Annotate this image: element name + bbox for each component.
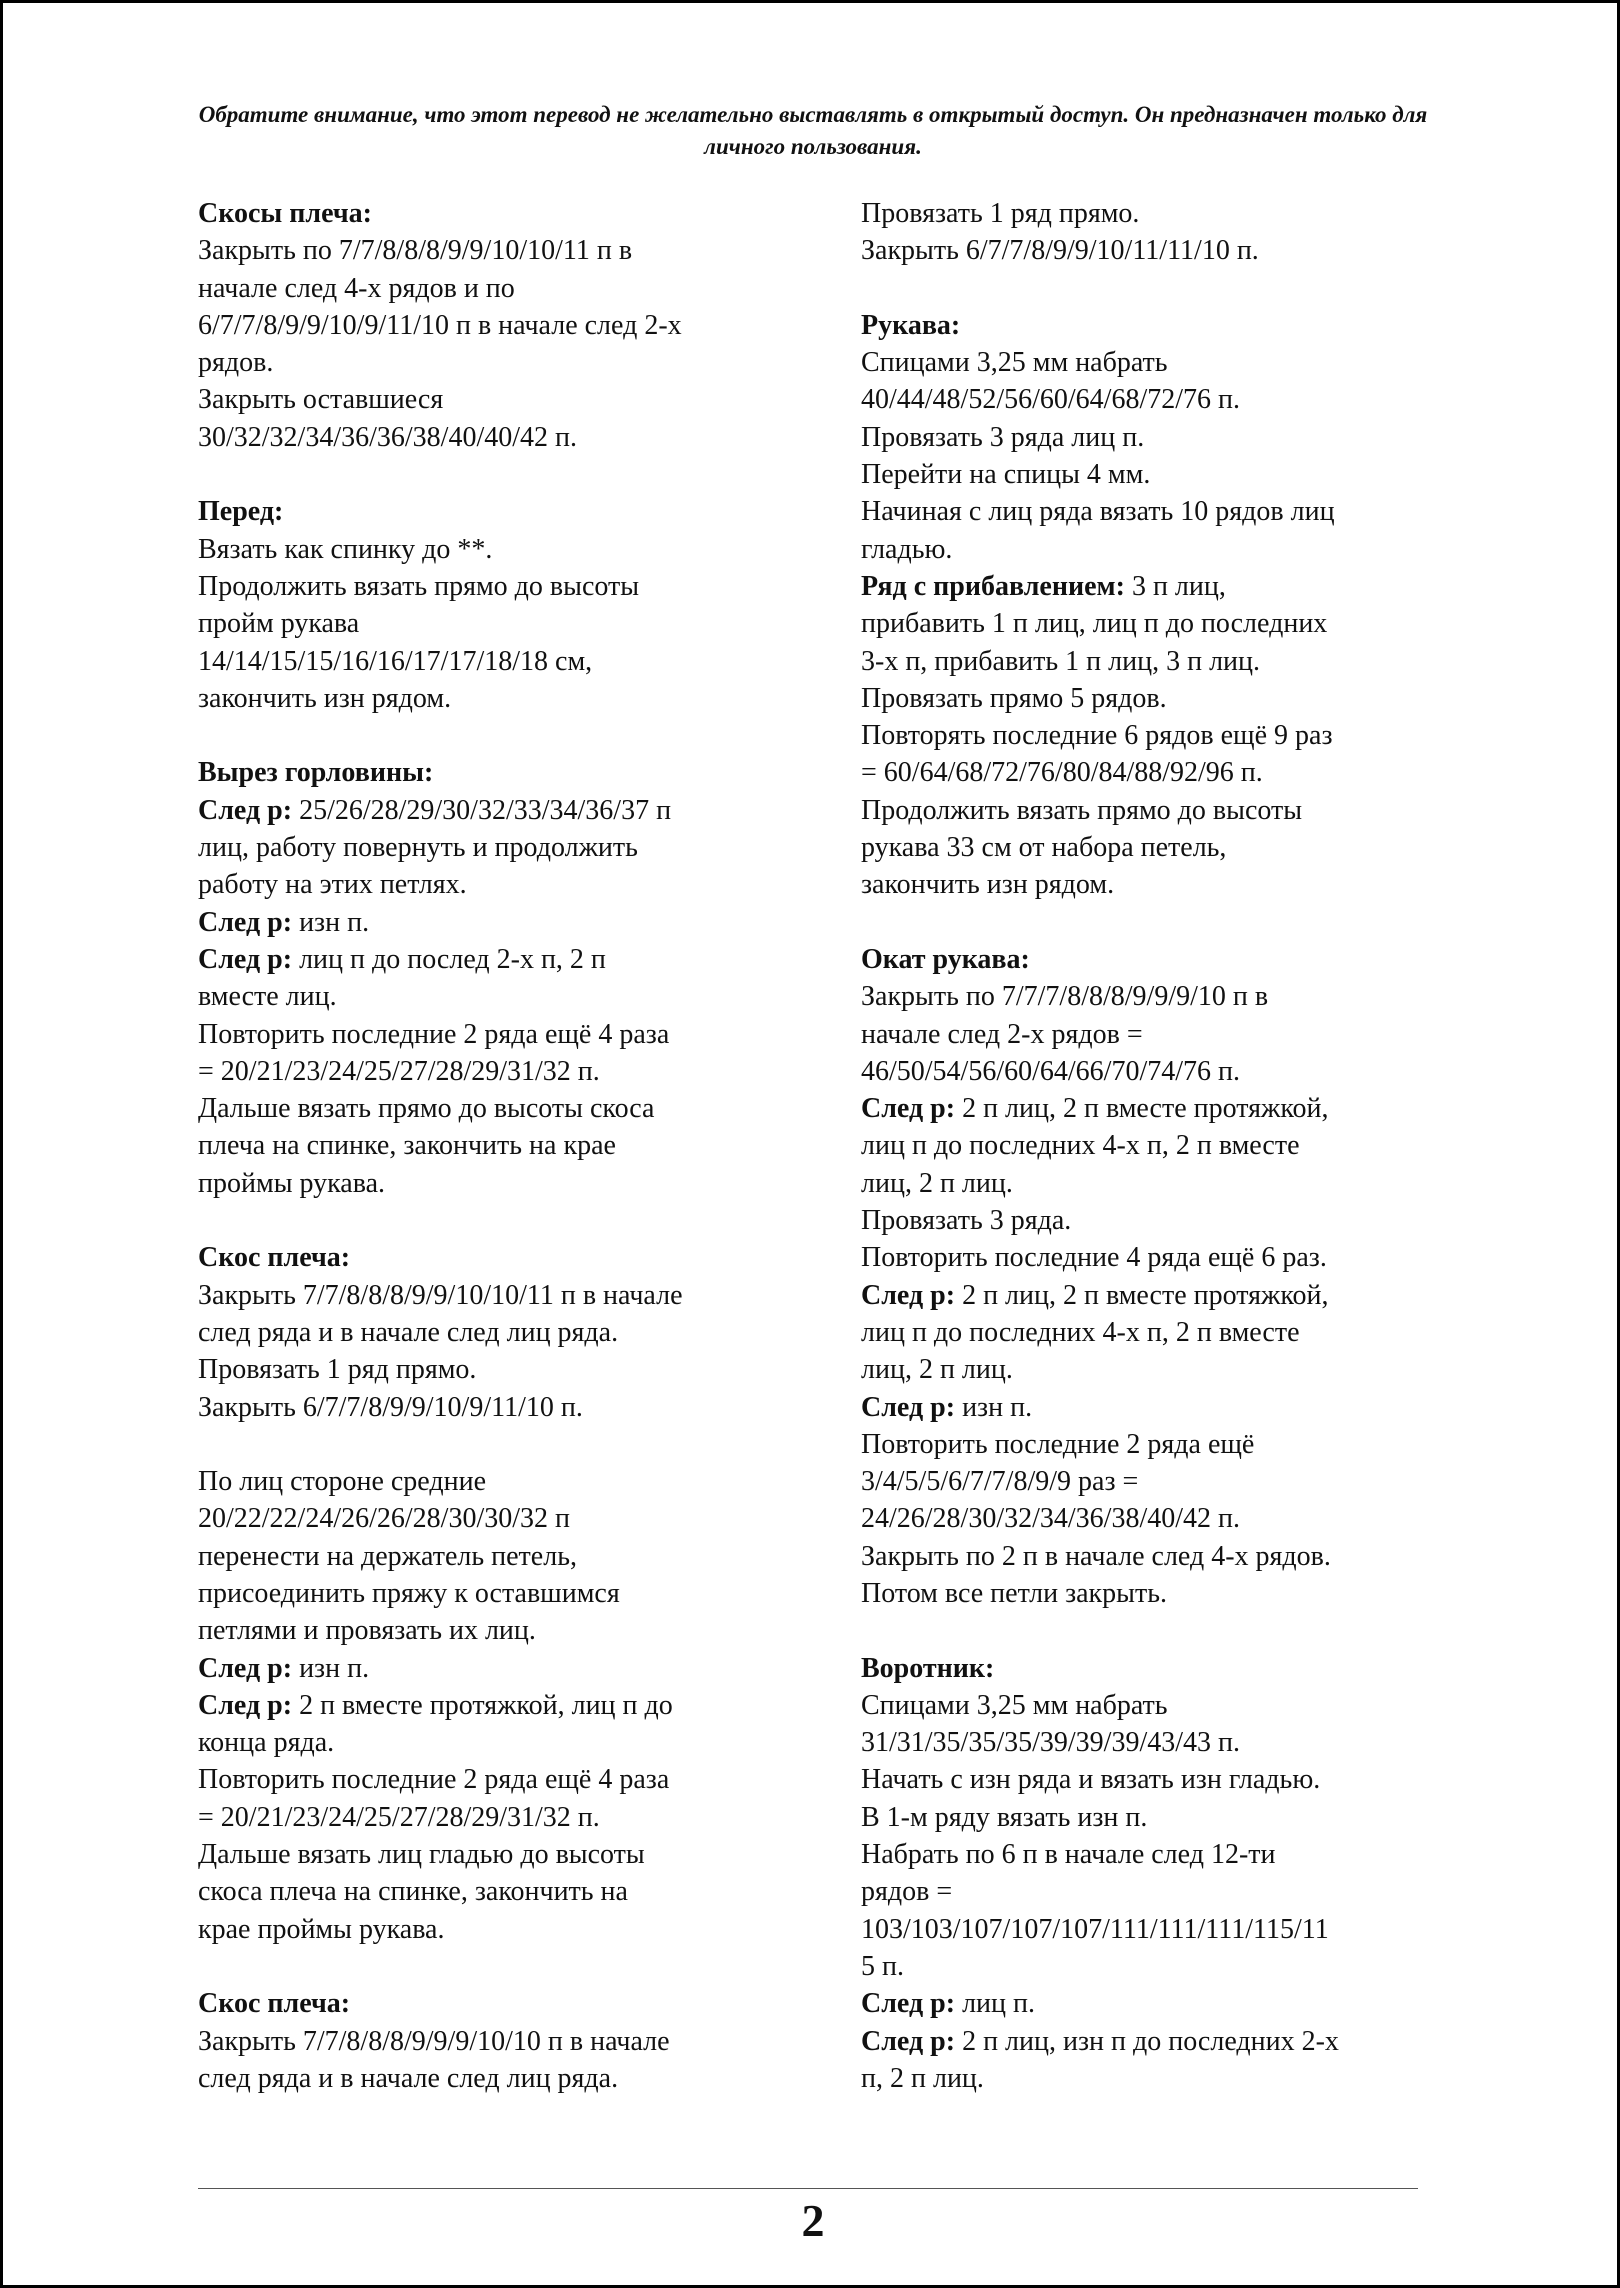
text-line: Закрыть 6/7/7/8/9/9/10/11/11/10 п.: [861, 235, 1259, 267]
text-line: Продолжить вязать прямо до высоты: [198, 570, 640, 602]
text-line: Начиная с лиц ряда вязать 10 рядов лиц: [861, 496, 1335, 528]
right-column: [861, 195, 1431, 2097]
text-line: 46/50/54/56/60/64/66/70/74/76 п.: [861, 1055, 1240, 1087]
text-line: Потом все петли закрыть.: [861, 1577, 1167, 1609]
text-line: = 20/21/23/24/25/27/28/29/31/32 п.: [198, 1801, 600, 1833]
text-line: След р: лиц п.: [861, 1988, 1035, 2020]
text-line: Спицами 3,25 мм набрать: [861, 347, 1168, 379]
text-line: След р: лиц п до послед 2-х п, 2 п: [198, 943, 606, 975]
section-heading: Окат рукава:: [861, 943, 1030, 975]
text-line: 30/32/32/34/36/36/38/40/40/42 п.: [198, 421, 577, 453]
text-line: петлями и провязать их лиц.: [198, 1615, 536, 1647]
text-line: Закрыть 7/7/8/8/8/9/9/9/10/10 п в начале: [198, 2025, 670, 2057]
text-line: В 1-м ряду вязать изн п.: [861, 1801, 1148, 1833]
text-line: Закрыть 6/7/7/8/9/9/10/9/11/10 п.: [198, 1391, 583, 1423]
section-heading: Скосы плеча:: [198, 198, 372, 229]
text-line: Перейти на спицы 4 мм.: [861, 459, 1151, 491]
text-line: Продолжить вязать прямо до высоты: [861, 794, 1303, 826]
copyright-notice: Обратите внимание, что этот перевод не желательно выставлять в открытый доступ. Он предназначен только для личного пользования.: [198, 102, 1428, 159]
text-line: 40/44/48/52/56/60/64/68/72/76 п.: [861, 384, 1240, 416]
text-line: 31/31/35/35/35/39/39/39/43/43 п.: [861, 1727, 1240, 1759]
text-line: закончить изн рядом.: [861, 869, 1115, 901]
text-line: След р: изн п.: [861, 1391, 1033, 1423]
section-heading: Скос плеча:: [198, 1988, 351, 2020]
text-line: След р: 2 п лиц, 2 п вместе протяжкой,: [861, 1093, 1329, 1125]
text-line: след ряда и в начале след лиц ряда.: [198, 2062, 619, 2094]
spacer: [198, 717, 788, 754]
text-line: начале след 2-х рядов =: [861, 1018, 1143, 1050]
text-line: Повторить последние 2 ряда ещё 4 раза: [198, 1018, 670, 1050]
page-number: 2: [801, 2195, 825, 2246]
section-heading: Рукава:: [861, 309, 961, 341]
text-line: = 60/64/68/72/76/80/84/88/92/96 п.: [861, 757, 1263, 789]
text-line: Закрыть по 7/7/8/8/8/9/9/10/10/11 п в: [198, 235, 633, 267]
text-line: След р: 2 п лиц, изн п до последних 2-х: [861, 2025, 1339, 2057]
text-line: пройм рукава: [198, 608, 360, 640]
section-heading: Вырез горловины:: [198, 757, 434, 789]
text-line: 14/14/15/15/16/16/17/17/18/18 см,: [198, 645, 593, 677]
text-line: След р: изн п.: [198, 1652, 370, 1684]
text-line: След р: 2 п лиц, 2 п вместе протяжкой,: [861, 1279, 1329, 1311]
text-line: лиц, 2 п лиц.: [861, 1354, 1013, 1386]
text-line: 6/7/7/8/9/9/10/9/11/10 п в начале след 2-х: [198, 309, 682, 341]
text-line: проймы рукава.: [198, 1167, 386, 1199]
text-line: 5 п.: [861, 1950, 904, 1982]
text-line: вместе лиц.: [198, 981, 337, 1013]
text-line: перенести на держатель петель,: [198, 1540, 577, 1572]
text-line: Дальше вязать прямо до высоты скоса: [198, 1093, 655, 1125]
text-line: крае проймы рукава.: [198, 1913, 445, 1945]
text-line: плеча на спинке, закончить на крае: [198, 1130, 616, 1162]
footer-divider: [198, 2188, 1418, 2189]
text-line: Закрыть оставшиеся: [198, 384, 444, 416]
text-line: Провязать 1 ряд прямо.: [198, 1354, 477, 1386]
spacer: [861, 270, 1431, 307]
text-line: лиц, работу повернуть и продолжить: [198, 832, 638, 864]
text-line: след ряда и в начале след лиц ряда.: [198, 1316, 619, 1348]
text-line: Закрыть по 2 п в начале след 4-х рядов.: [861, 1540, 1331, 1572]
text-line: Повторить последние 4 ряда ещё 6 раз.: [861, 1242, 1327, 1274]
spacer: [198, 1202, 788, 1239]
text-line: скоса плеча на спинке, закончить на: [198, 1876, 628, 1908]
section-heading: Скос плеча:: [198, 1242, 351, 1274]
text-line: Ряд с прибавлением: 3 п лиц,: [861, 570, 1226, 602]
text-line: Повторить последние 2 ряда ещё: [861, 1428, 1255, 1460]
text-line: Закрыть по 7/7/7/8/8/8/9/9/9/10 п в: [861, 981, 1269, 1013]
text-line: 3-х п, прибавить 1 п лиц, 3 п лиц.: [861, 645, 1261, 677]
text-line: След р: 2 п вместе протяжкой, лиц п до: [198, 1689, 673, 1721]
text-line: = 20/21/23/24/25/27/28/29/31/32 п.: [198, 1055, 600, 1087]
text-line: Провязать 3 ряда.: [861, 1205, 1072, 1237]
text-line: лиц п до последних 4-х п, 2 п вместе: [861, 1316, 1300, 1348]
text-line: п, 2 п лиц.: [861, 2062, 984, 2094]
text-line: Начать с изн ряда и вязать изн гладью.: [861, 1764, 1321, 1796]
text-line: След р: изн п.: [198, 906, 370, 938]
text-line: Спицами 3,25 мм набрать: [861, 1689, 1168, 1721]
section-heading: Перед:: [198, 496, 284, 528]
text-line: лиц, 2 п лиц.: [861, 1167, 1013, 1199]
text-line: Провязать прямо 5 рядов.: [861, 682, 1167, 714]
text-line: закончить изн рядом.: [198, 682, 452, 714]
text-line: 20/22/22/24/26/26/28/30/30/32 п: [198, 1503, 570, 1535]
text-line: 3/4/5/5/6/7/7/8/9/9 раз =: [861, 1466, 1139, 1498]
text-line: След р: 25/26/28/29/30/32/33/34/36/37 п: [198, 794, 672, 826]
text-line: рядов.: [198, 347, 274, 379]
text-line: начале след 4-х рядов и по: [198, 272, 515, 304]
text-line: 103/103/107/107/107/111/111/111/115/11: [861, 1913, 1329, 1945]
text-line: лиц п до последних 4-х п, 2 п вместе: [861, 1130, 1300, 1162]
spacer: [198, 1426, 788, 1463]
text-line: рядов =: [861, 1876, 953, 1908]
spacer: [198, 456, 788, 493]
section-heading: Воротник:: [861, 1652, 995, 1684]
text-line: Вязать как спинку до **.: [198, 533, 493, 565]
spacer: [861, 904, 1431, 941]
left-column: [198, 195, 788, 2097]
text-line: присоединить пряжу к оставшимся: [198, 1577, 620, 1609]
text-line: прибавить 1 п лиц, лиц п до последних: [861, 608, 1328, 640]
text-line: рукава 33 см от набора петель,: [861, 832, 1227, 864]
text-line: Набрать по 6 п в начале след 12-ти: [861, 1839, 1276, 1871]
text-line: конца ряда.: [198, 1727, 335, 1759]
text-line: Провязать 3 ряда лиц п.: [861, 421, 1145, 453]
text-line: Провязать 1 ряд прямо.: [861, 198, 1140, 229]
spacer: [861, 1612, 1431, 1649]
text-line: гладью.: [861, 533, 953, 565]
text-line: работу на этих петлях.: [198, 869, 467, 901]
spacer: [198, 1948, 788, 1985]
text-line: Закрыть 7/7/8/8/8/9/9/10/10/11 п в начале: [198, 1279, 683, 1311]
text-line: Дальше вязать лиц гладью до высоты: [198, 1839, 645, 1871]
text-line: Повторить последние 2 ряда ещё 4 раза: [198, 1764, 670, 1796]
text-line: Повторять последние 6 рядов ещё 9 раз: [861, 720, 1333, 752]
text-line: По лиц стороне средние: [198, 1466, 486, 1498]
text-line: 24/26/28/30/32/34/36/38/40/42 п.: [861, 1503, 1240, 1535]
